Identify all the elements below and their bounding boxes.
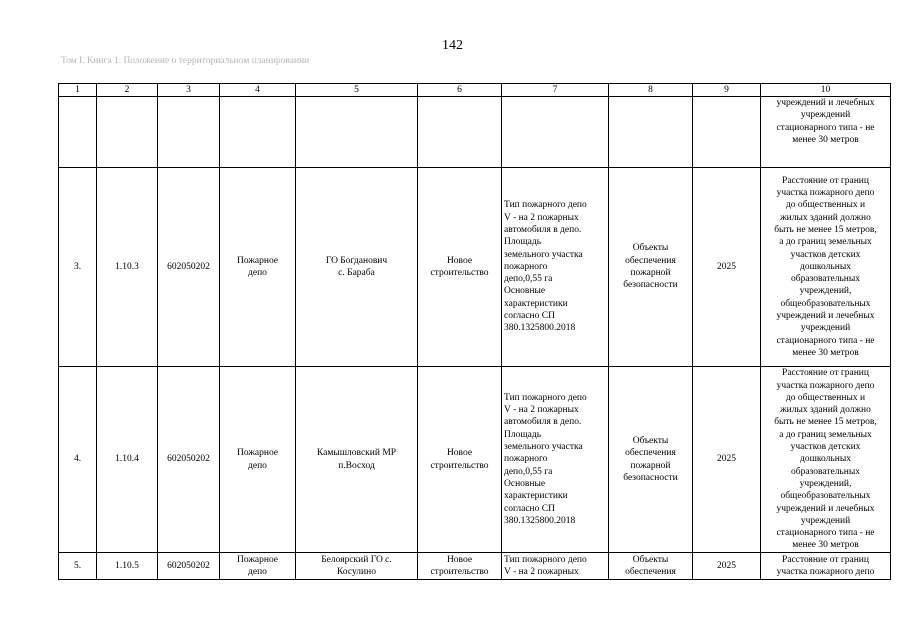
row-number: 4. — [73, 454, 82, 465]
table-cell — [59, 97, 97, 168]
table-row — [59, 367, 891, 553]
id-cell: 602050202 — [167, 560, 210, 571]
zone-cell: Расстояние от границ участка пожарного депо до общественных и жилых зданий должно быть не менее 15 метров, а до границ земельных участков детских дошкольных образовательных учреждений, общеобразовательных учреждений и лечебных учреждений стационарного типа - не менее 30 метров — [774, 175, 877, 358]
table-cell — [609, 97, 693, 168]
table-cell — [502, 97, 609, 168]
location-cell: Камышловский МР п.Восход — [316, 448, 397, 471]
table-row — [59, 553, 891, 580]
characteristics-cell: Тип пожарного депо V - на 2 пожарных — [504, 554, 587, 577]
purpose-cell: Объекты обеспечения — [625, 554, 676, 577]
object-cell: Пожарное депо — [236, 255, 279, 278]
characteristics-cell: Тип пожарного депо V - на 2 пожарных автомобиля в депо. Площадь земельного участка пожарного депо,0,55 га Основные характеристики согласно СП 380.1325800.2018 — [504, 392, 587, 526]
column-header: 10 — [761, 84, 891, 97]
zone-cell: Расстояние от границ участка пожарного депо до общественных и жилых зданий должно быть не менее 15 метров, а до границ земельных участков детских дошкольных образовательных учреждений, общеобразовательных учреждений и лечебных учреждений стационарного типа - не менее 30 метров — [774, 368, 877, 551]
column-header: 3 — [158, 84, 220, 97]
row-number: 3. — [73, 261, 82, 272]
id-cell: 602050202 — [167, 454, 210, 465]
zone-cell: Расстояние от границ участка пожарного депо — [776, 554, 875, 577]
row-number: 5. — [73, 560, 82, 571]
table-cell — [220, 97, 296, 168]
column-header: 6 — [418, 84, 502, 97]
purpose-cell: Объекты обеспечения пожарной безопасности — [623, 435, 678, 483]
page-number: 142 — [442, 38, 463, 53]
status-cell: Новое строительство — [430, 448, 489, 471]
status-cell: Новое строительство — [430, 255, 489, 278]
continuation-row — [59, 97, 891, 168]
table-row — [59, 168, 891, 367]
planning-table — [58, 83, 891, 580]
location-cell: ГО Богданович с. Бараба — [325, 255, 388, 278]
code-cell: 1.10.5 — [115, 560, 139, 571]
year-cell: 2025 — [717, 261, 736, 272]
column-header: 9 — [693, 84, 761, 97]
column-header: 7 — [502, 84, 609, 97]
column-header: 1 — [59, 84, 97, 97]
year-cell: 2025 — [717, 454, 736, 465]
purpose-cell: Объекты обеспечения пожарной безопасности — [623, 243, 678, 291]
object-cell: Пожарное депо — [236, 448, 279, 471]
table-cell — [296, 97, 418, 168]
code-cell: 1.10.3 — [115, 261, 139, 272]
object-cell: Пожарное депо — [236, 554, 279, 577]
table-cell — [418, 97, 502, 168]
header-row — [59, 84, 891, 97]
running-header: Том I. Книга 1. Положение о территориальном планировании — [61, 56, 310, 66]
zone-cell: учреждений и лечебных учреждений стационарного типа - не менее 30 метров — [776, 98, 875, 145]
column-header: 2 — [97, 84, 158, 97]
code-cell: 1.10.4 — [115, 454, 139, 465]
table-cell — [693, 97, 761, 168]
table-cell — [158, 97, 220, 168]
status-cell: Новое строительство — [430, 554, 489, 577]
characteristics-cell: Тип пожарного депо V - на 2 пожарных автомобиля в депо. Площадь земельного участка пожарного депо,0,55 га Основные характеристики согласно СП 380.1325800.2018 — [504, 200, 587, 334]
column-header: 4 — [220, 84, 296, 97]
id-cell: 602050202 — [167, 261, 210, 272]
year-cell: 2025 — [717, 560, 736, 571]
column-header: 5 — [296, 84, 418, 97]
column-header: 8 — [609, 84, 693, 97]
table-cell — [97, 97, 158, 168]
location-cell: Белоярский ГО с. Косулино — [321, 554, 392, 577]
